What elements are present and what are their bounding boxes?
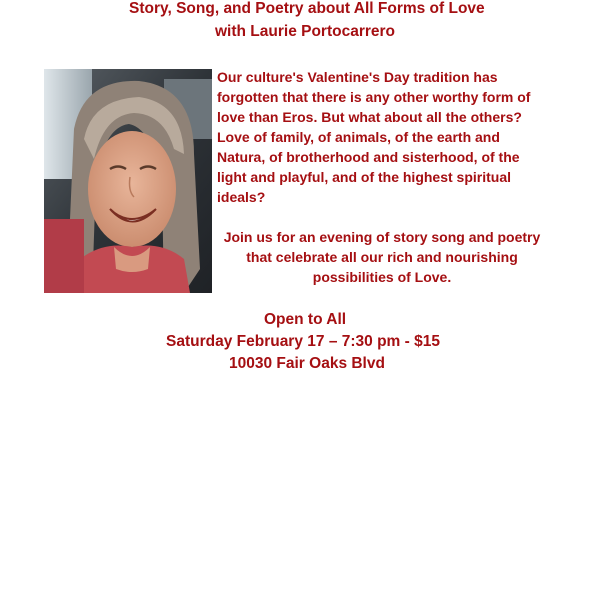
- invitation-text: Join us for an evening of story song and poetry that celebrate all our rich and nourishing possibilities of Love.: [223, 229, 541, 285]
- description: [217, 67, 547, 207]
- invitation: [212, 227, 552, 287]
- event-datetime: Saturday February 17 – 7:30 pm - $15: [166, 333, 440, 350]
- event-address: 10030 Fair Oaks Blvd: [229, 355, 385, 372]
- event-title: Story, Song, and Poetry about All Forms of Love: [129, 0, 485, 17]
- event-presenter: with Laurie Portocarrero: [215, 23, 396, 40]
- presenter-photo: [44, 69, 212, 293]
- description-paragraph: Our culture's Valentine's Day tradition has forgotten that there is any other worthy form of love than Eros. But what about all the others? Love of family, of animals, of the earth and Natura, of brotherhood and sisterhood, of the light and playful, and of the highest spiritual ideals?: [217, 69, 531, 205]
- admission-note: Open to All: [264, 311, 347, 328]
